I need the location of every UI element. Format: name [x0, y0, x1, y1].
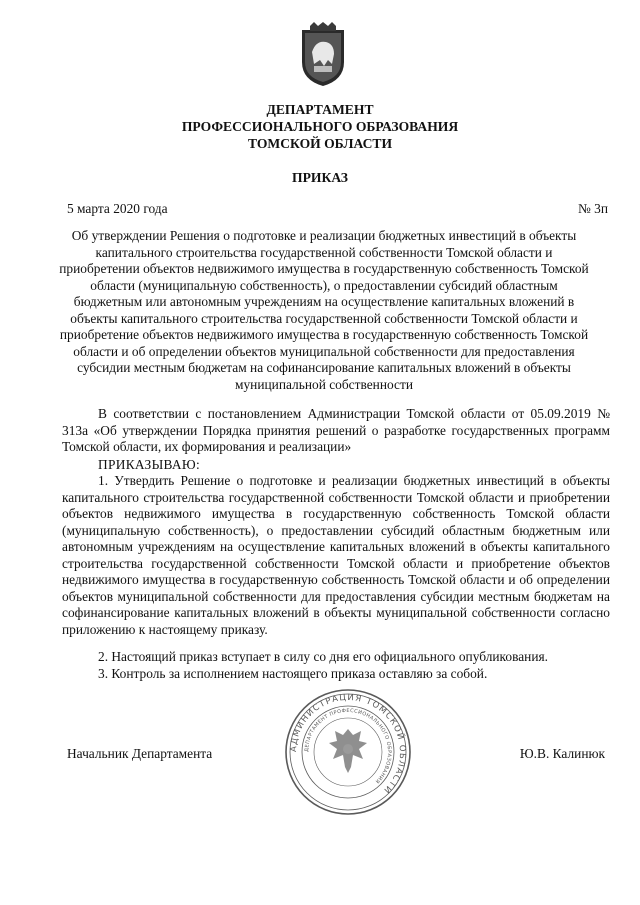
order-subject: Об утверждении Решения о подготовке и реализации бюджетных инвестиций в объекты капитального строительства государственной собственности Томской области и приобретении объектов недвижимого имущества в государственную собственность Томской области (муниципальную собственность), о предоставлении субсидий областным бюджетным или автономным учреждениям на осуществление капитальных вложений в объекты капитального строительства государственной собственности Томской области и приобретение объектов недвижимого имущества в государственную собственность Томской области и об определении объектов муниципальной собственности для предоставления субсидии местным бюджетам на софинансирование капитальных вложений в объекты муниципальной собственности	[59, 228, 589, 392]
orders-word: ПРИКАЗЫВАЮ:	[98, 457, 200, 472]
order-item-1: 1. Утвердить Решение о подготовке и реализации бюджетных инвестиций в объекты капитального строительства государственной собственности Томской области и приобретении объектов недвижимого имущества в государственную собственность Томской области (муниципальную собственность), о предоставлении субсидий областным бюджетным или автономным учреждениям на осуществление капитальных вложений в объекты капитального строительства государственной собственности Томской области и приобретение объектов недвижимого имущества в государственную собственность Томской области и об определении объектов муниципальной собственности для предоставления субсидии местным бюджетам на софинансирование капитальных вложений в объекты муниципальной собственности согласно приложению к настоящему приказу.	[62, 473, 610, 637]
double-headed-eagle-icon	[329, 729, 367, 773]
header-line-3: ТОМСКОЙ ОБЛАСТИ	[247, 136, 393, 151]
signer-name: Ю.В. Калинюк	[519, 746, 605, 761]
order-number: № 3п	[578, 201, 608, 216]
order-item-2: 2. Настоящий приказ вступает в силу со дня его официального опубликования.	[98, 649, 548, 664]
legal-basis-paragraph: В соответствии с постановлением Администрации Томской области от 05.09.2019 № 313а «Об утверждении Порядка принятия решений о разработке государственных программ Томской области, их формирования и реализации»	[62, 406, 610, 454]
official-seal-stamp	[283, 687, 413, 817]
seal-inner-text: ДЕПАРТАМЕНТ ПРОФЕССИОНАЛЬНОГО ОБРАЗОВАНИЯ	[303, 707, 393, 785]
header-line-1: ДЕПАРТАМЕНТ	[266, 102, 374, 117]
seal-outer-text: АДМИНИСТРАЦИЯ ТОМСКОЙ ОБЛАСТИ	[288, 692, 408, 796]
order-title: ПРИКАЗ	[292, 170, 348, 185]
department-header	[0, 101, 640, 152]
signer-position: Начальник Департамента	[67, 746, 213, 761]
coat-of-arms-emblem	[296, 22, 350, 88]
order-item-3: 3. Контроль за исполнением настоящего приказа оставляю за собой.	[98, 666, 488, 681]
order-date: 5 марта 2020 года	[67, 201, 168, 216]
header-line-2: ПРОФЕССИОНАЛЬНОГО ОБРАЗОВАНИЯ	[181, 119, 459, 134]
